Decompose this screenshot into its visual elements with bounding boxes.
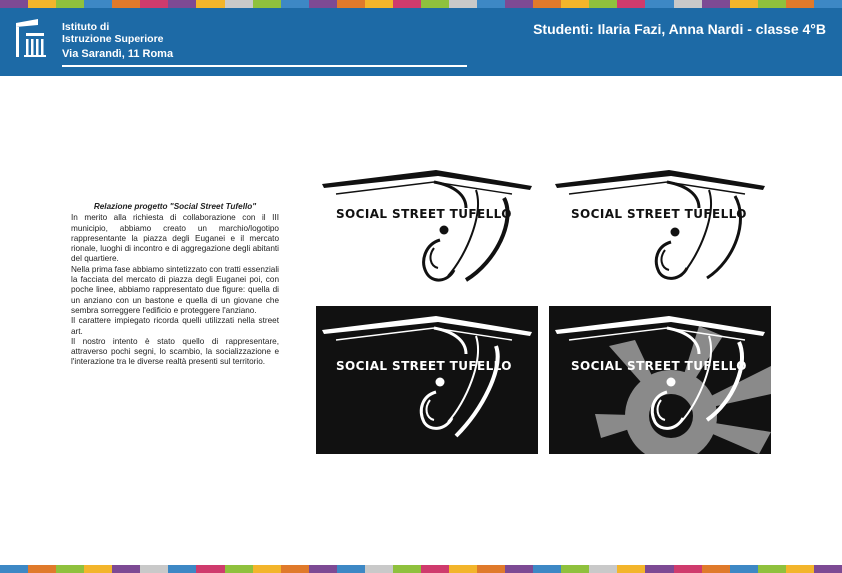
report-paragraph: Nella prima fase abbiamo sintetizzato con tratti essenziali la facciata del mercato di piazza degli Euganei poi, con poche linee, abbiamo rappresentato due figure: quella di un anziano con un bastone e quella di un giovane che sembra sorreggere l'edificio e proteggere l'anziano.: [71, 264, 279, 315]
stripe-segment: [196, 0, 224, 8]
stripe-segment: [421, 565, 449, 573]
stripe-segment: [337, 0, 365, 8]
stripe-segment: [786, 565, 814, 573]
stripe-segment: [253, 565, 281, 573]
stripe-segment: [674, 565, 702, 573]
stripe-segment: [56, 0, 84, 8]
logo-wordmark: SOCIAL STREET TUFELLO: [571, 359, 747, 373]
social-street-logo: [549, 160, 771, 308]
stripe-segment: [281, 0, 309, 8]
stripe-segment: [477, 0, 505, 8]
stripe-segment: [505, 0, 533, 8]
stripe-segment: [702, 0, 730, 8]
stripe-segment: [28, 0, 56, 8]
logo-artwork: [555, 170, 765, 278]
stripe-segment: [617, 565, 645, 573]
stripe-segment: [28, 565, 56, 573]
top-color-stripe: [0, 0, 842, 8]
report-paragraph: In merito alla richiesta di collaborazione con il III municipio, abbiamo creato un marchio/logotipo rappresentante la piazza degli Euganei e il mercato rionale, luoghi di incontro e di aggregazione degli abitanti del quartiere.: [71, 213, 279, 264]
project-report: [71, 202, 279, 368]
social-street-logo: [316, 306, 538, 454]
report-paragraph: Il nostro intento è stato quello di rappresentare, attraverso pochi segni, lo scambio, la socializzazione e l'interazione tra le diverse realtà presenti sul territorio.: [71, 336, 279, 367]
stripe-segment: [225, 565, 253, 573]
stripe-segment: [449, 565, 477, 573]
logo-wordmark: SOCIAL STREET TUFELLO: [571, 207, 747, 221]
stripe-segment: [84, 565, 112, 573]
stripe-segment: [309, 0, 337, 8]
stripe-segment: [140, 0, 168, 8]
social-street-logo: [316, 160, 538, 308]
stripe-segment: [589, 0, 617, 8]
stripe-segment: [561, 565, 589, 573]
logo-artwork: [322, 316, 532, 436]
logo-variant-white-1: [316, 160, 538, 308]
stripe-segment: [730, 0, 758, 8]
stripe-segment: [168, 0, 196, 8]
stripe-segment: [112, 0, 140, 8]
stripe-segment: [196, 565, 224, 573]
stripe-segment: [758, 565, 786, 573]
logo-wordmark: SOCIAL STREET TUFELLO: [336, 207, 512, 221]
social-street-logo: [549, 306, 771, 454]
stripe-segment: [281, 565, 309, 573]
report-paragraph: Il carattere impiegato ricorda quelli utilizzati nella street art.: [71, 316, 279, 336]
stripe-segment: [758, 0, 786, 8]
stripe-segment: [337, 565, 365, 573]
building-icon: [12, 17, 56, 61]
stripe-segment: [814, 0, 842, 8]
stripe-segment: [449, 0, 477, 8]
stripe-segment: [589, 565, 617, 573]
header-divider: [62, 65, 467, 67]
stripe-segment: [365, 0, 393, 8]
logo-artwork: [322, 170, 532, 280]
stripe-segment: [393, 0, 421, 8]
school-name-line2: Istruzione Superiore: [62, 32, 164, 45]
stripe-segment: [730, 565, 758, 573]
stripe-segment: [225, 0, 253, 8]
stripe-segment: [253, 0, 281, 8]
stripe-segment: [617, 0, 645, 8]
logo-wordmark: SOCIAL STREET TUFELLO: [336, 359, 512, 373]
stripe-segment: [56, 565, 84, 573]
stripe-segment: [421, 0, 449, 8]
bottom-color-stripe: [0, 565, 842, 573]
stripe-segment: [645, 565, 673, 573]
stripe-segment: [393, 565, 421, 573]
header-bar: [0, 8, 842, 76]
stripe-segment: [140, 565, 168, 573]
background-wheel-graphic: [595, 326, 771, 454]
stripe-segment: [814, 565, 842, 573]
stripe-segment: [0, 0, 28, 8]
stripe-segment: [702, 565, 730, 573]
report-title: Relazione progetto "Social Street Tufello": [93, 202, 257, 211]
stripe-segment: [505, 565, 533, 573]
stripe-segment: [533, 0, 561, 8]
stripe-segment: [309, 565, 337, 573]
logo-variant-black-1: [316, 306, 538, 454]
logo-variant-black-2: [549, 306, 771, 454]
stripe-segment: [84, 0, 112, 8]
logo-variant-white-2: [549, 160, 771, 308]
stripe-segment: [365, 565, 393, 573]
school-name-line1: Istituto di: [62, 21, 110, 33]
stripe-segment: [477, 565, 505, 573]
stripe-segment: [786, 0, 814, 8]
stripe-segment: [533, 565, 561, 573]
stripe-segment: [112, 565, 140, 573]
stripe-segment: [0, 565, 28, 573]
stripe-segment: [674, 0, 702, 8]
stripe-segment: [645, 0, 673, 8]
stripe-segment: [561, 0, 589, 8]
stripe-segment: [168, 565, 196, 573]
school-name: [62, 22, 164, 45]
students-label: Studenti: Ilaria Fazi, Anna Nardi - classe 4°B: [533, 21, 826, 37]
school-address: Via Sarandì, 11 Roma: [62, 48, 174, 60]
